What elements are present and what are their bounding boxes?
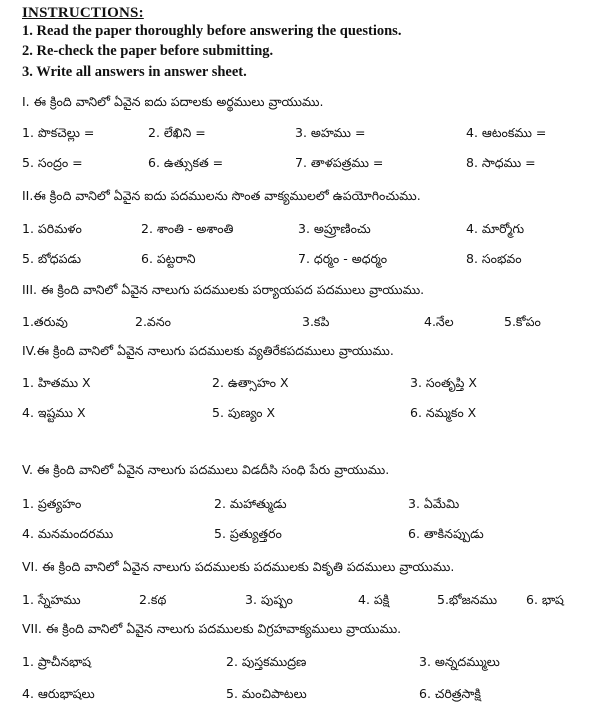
instruction-line: 2. Re-check the paper before submitting. bbox=[22, 43, 274, 59]
question-item: 3. పుష్పం bbox=[245, 592, 293, 607]
question-item: 2.వనం bbox=[135, 314, 171, 329]
question-item: 4. పక్షి bbox=[358, 592, 390, 607]
question-item: 3. అప్రూణించు bbox=[298, 221, 371, 236]
section-heading-5: V. ఈ క్రింది వానిలో ఏవైన నాలుగు పదములు విడదీసి సంధి పేరు వ్రాయుము. bbox=[22, 462, 390, 477]
question-item: 2. పుస్తకముద్రణ bbox=[226, 654, 307, 669]
question-item: 3. అన్నదమ్ములు bbox=[419, 654, 500, 669]
question-item: 6. చరిత్రసాక్షి bbox=[419, 686, 481, 701]
question-item: 3.కపి bbox=[302, 314, 330, 329]
section-heading-2: II.ఈ క్రింది వానిలో ఏవైన ఐదు పదములను సొంత వాక్యములలో ఉపయోగించుము. bbox=[22, 188, 421, 203]
section-heading-3: III. ఈ క్రింది వానిలో ఏవైన నాలుగు పదములకు పర్యాయపద పదములు వ్రాయుము. bbox=[22, 282, 425, 297]
question-item: 2. మహాత్ముడు bbox=[214, 496, 287, 511]
question-item: 3. ఏమేమి bbox=[408, 496, 460, 511]
question-item: 5. పుణ్యం X bbox=[212, 405, 276, 420]
question-item: 2. ఉత్సాహం X bbox=[212, 375, 289, 390]
question-item: 1. ప్రాచీనభాష bbox=[22, 654, 92, 669]
question-item: 5. సంద్రం = bbox=[22, 155, 83, 170]
question-item: 5.భోజనము bbox=[437, 592, 498, 607]
question-item: 4. ఆరుభాషలు bbox=[22, 686, 95, 701]
question-item: 1. స్నేహము bbox=[22, 592, 81, 607]
question-item: 8. సాధము = bbox=[466, 155, 536, 170]
question-item: 1. హితము X bbox=[22, 375, 91, 390]
instructions-title: INSTRUCTIONS: bbox=[22, 5, 144, 21]
question-item: 6. తాకినప్పుడు bbox=[408, 526, 484, 541]
question-item: 2.కథ bbox=[139, 592, 167, 607]
question-item: 7. తాళపత్రము = bbox=[295, 155, 384, 170]
question-item: 4. ఇష్టము X bbox=[22, 405, 86, 420]
question-item: 1. పొకచెల్లు = bbox=[22, 125, 95, 140]
question-item: 4.నేల bbox=[424, 314, 454, 329]
question-item: 8. సంభవం bbox=[466, 251, 522, 266]
question-item: 3. సంతృప్తి X bbox=[410, 375, 477, 390]
question-item: 5. మంచిపాటలు bbox=[226, 686, 307, 701]
question-item: 1. ప్రత్యహం bbox=[22, 496, 82, 511]
section-heading-7: VII. ఈ క్రింది వానిలో ఏవైన నాలుగు పదములకు విగ్రహవాక్యములు వ్రాయుము. bbox=[22, 621, 402, 636]
question-item: 1.తరువు bbox=[22, 314, 68, 329]
question-item: 5. బోధపడు bbox=[22, 251, 82, 266]
question-item: 6. భాష bbox=[526, 592, 564, 607]
instruction-line: 1. Read the paper thoroughly before answering the questions. bbox=[22, 23, 402, 39]
question-item: 2. లేఖిని = bbox=[148, 125, 206, 140]
question-item: 6. ఉత్సుకత = bbox=[148, 155, 224, 170]
question-item: 3. అహము = bbox=[295, 125, 366, 140]
question-item: 5.కోపం bbox=[504, 314, 541, 329]
question-item: 4. ఆటంకము = bbox=[466, 125, 547, 140]
question-item: 2. శాంతి - అశాంతి bbox=[141, 221, 234, 236]
question-item: 4. మార్మోగు bbox=[466, 221, 525, 236]
section-heading-6: VI. ఈ క్రింది వానిలో ఏవైన నాలుగు పదములకు పదములకు వికృతి పదములు వ్రాయుము. bbox=[22, 559, 455, 574]
question-item: 1. పరిమళం bbox=[22, 221, 82, 236]
instruction-line: 3. Write all answers in answer sheet. bbox=[22, 64, 247, 80]
question-item: 6. పట్టరాని bbox=[141, 251, 196, 266]
section-heading-1: I. ఈ క్రింది వానిలో ఏవైన ఐదు పదాలకు అర్థములు వ్రాయుము. bbox=[22, 94, 324, 109]
question-item: 5. ప్రత్యుత్తరం bbox=[214, 526, 282, 541]
question-item: 6. నమ్మకం X bbox=[410, 405, 477, 420]
question-item: 4. మనమందరము bbox=[22, 526, 114, 541]
section-heading-4: IV.ఈ క్రింది వానిలో ఏవైన నాలుగు పదములకు వ్యతిరేకపదములు వ్రాయుము. bbox=[22, 343, 394, 358]
question-item: 7. ధర్మం - అధర్మం bbox=[298, 251, 388, 266]
